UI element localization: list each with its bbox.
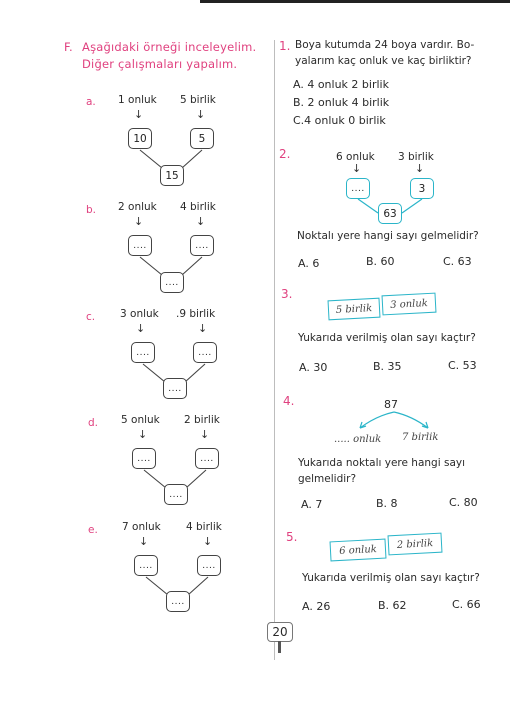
- question-text-line-1: Yukarıda noktalı yere hangi sayı: [298, 457, 466, 469]
- question-text: Noktalı yere hangi sayı gelmelidir?: [297, 230, 479, 242]
- column-divider: [274, 40, 275, 660]
- option-c[interactable]: C.4 onluk 0 birlik: [293, 114, 386, 127]
- question-text: Yukarıda verilmiş olan sayı kaçtır?: [302, 572, 480, 584]
- total-box: ....: [166, 591, 190, 612]
- option-b[interactable]: B. 8: [376, 497, 398, 510]
- option-b[interactable]: B. 60: [366, 255, 395, 268]
- birlik-label: 4 birlik: [180, 201, 216, 213]
- total-box: ....: [163, 378, 187, 399]
- question-text-line-2: yalarım kaç onluk ve kaç birliktir?: [295, 55, 472, 67]
- down-arrow-icon: ↓: [203, 535, 213, 548]
- section-letter: F.: [64, 40, 73, 54]
- question-text-line-2: gelmelidir?: [298, 473, 357, 485]
- ones-box: ....: [195, 448, 219, 469]
- question-text-line-1: Boya kutumda 24 boya vardır. Bo-: [295, 39, 475, 51]
- question-number: 1.: [279, 39, 291, 53]
- down-arrow-icon: ↓: [196, 108, 206, 121]
- down-arrow-icon: ↓: [196, 215, 206, 228]
- down-arrow-icon: ↓: [198, 322, 208, 335]
- onluk-label: 1 onluk: [118, 94, 157, 106]
- ones-box: ....: [190, 235, 214, 256]
- tens-box: ....: [131, 342, 155, 363]
- total-box: 63: [378, 203, 402, 224]
- option-b[interactable]: B. 2 onluk 4 birlik: [293, 96, 390, 109]
- page-number: 20: [267, 622, 293, 642]
- ones-box: ....: [193, 342, 217, 363]
- tens-box: ....: [128, 235, 152, 256]
- option-c[interactable]: C. 80: [449, 496, 478, 509]
- question-number: 2.: [279, 147, 291, 161]
- tens-box: ....: [346, 178, 370, 199]
- tens-box: 10: [128, 128, 152, 149]
- down-arrow-icon: ↓: [134, 108, 144, 121]
- birlik-label: 4 birlik: [186, 521, 222, 533]
- option-a[interactable]: A. 7: [301, 498, 323, 511]
- question-number: 5.: [286, 530, 298, 544]
- birlik-label: 7 birlik: [402, 432, 439, 443]
- option-a[interactable]: A. 4 onluk 2 birlik: [293, 78, 389, 91]
- exercise-letter: a.: [86, 96, 96, 108]
- digit-card-1: 6 onluk: [330, 539, 387, 562]
- down-arrow-icon: ↓: [138, 428, 148, 441]
- onluk-label: 5 onluk: [121, 414, 160, 426]
- birlik-label: .9 birlik: [176, 308, 216, 320]
- down-arrow-icon: ↓: [415, 162, 425, 175]
- onluk-label: 3 onluk: [120, 308, 159, 320]
- exercise-letter: d.: [88, 417, 99, 429]
- option-c[interactable]: C. 66: [452, 598, 481, 611]
- total-box: ....: [160, 272, 184, 293]
- down-arrow-icon: ↓: [352, 162, 362, 175]
- option-a[interactable]: A. 26: [302, 600, 331, 613]
- question-number: 4.: [283, 394, 295, 408]
- ones-box: 3: [410, 178, 434, 199]
- option-b[interactable]: B. 62: [378, 599, 407, 612]
- total-box: 15: [160, 165, 184, 186]
- exercise-letter: e.: [88, 524, 98, 536]
- down-arrow-icon: ↓: [134, 215, 144, 228]
- split-arrows-icon: [350, 410, 440, 432]
- onluk-label: 7 onluk: [122, 521, 161, 533]
- given-number: 87: [384, 398, 398, 411]
- page-number-stem: [278, 641, 281, 653]
- onluk-label: 2 onluk: [118, 201, 157, 213]
- option-a[interactable]: A. 30: [299, 361, 328, 374]
- header-line-1: Aşağıdaki örneği inceleyelim.: [82, 40, 257, 54]
- digit-card-1: 5 birlik: [328, 298, 381, 321]
- birlik-label: 3 birlik: [398, 151, 434, 163]
- birlik-label: 2 birlik: [184, 414, 220, 426]
- header-line-2: Diğer çalışmaları yapalım.: [82, 57, 238, 71]
- onluk-label: 6 onluk: [336, 151, 375, 163]
- option-c[interactable]: C. 53: [448, 359, 477, 372]
- ones-box: ....: [197, 555, 221, 576]
- question-text: Yukarıda verilmiş olan sayı kaçtır?: [298, 332, 476, 344]
- tens-box: ....: [134, 555, 158, 576]
- onluk-blank: ..... onluk: [334, 434, 382, 445]
- birlik-label: 5 birlik: [180, 94, 216, 106]
- down-arrow-icon: ↓: [200, 428, 210, 441]
- top-border-line: [200, 0, 510, 3]
- down-arrow-icon: ↓: [136, 322, 146, 335]
- ones-box: 5: [190, 128, 214, 149]
- tens-box: ....: [132, 448, 156, 469]
- option-b[interactable]: B. 35: [373, 360, 402, 373]
- digit-card-2: 2 birlik: [388, 533, 443, 556]
- down-arrow-icon: ↓: [139, 535, 149, 548]
- exercise-letter: b.: [86, 204, 97, 216]
- digit-card-2: 3 onluk: [382, 293, 437, 316]
- option-c[interactable]: C. 63: [443, 255, 472, 268]
- option-a[interactable]: A. 6: [298, 257, 320, 270]
- total-box: ....: [164, 484, 188, 505]
- exercise-letter: c.: [86, 311, 96, 323]
- question-number: 3.: [281, 287, 293, 301]
